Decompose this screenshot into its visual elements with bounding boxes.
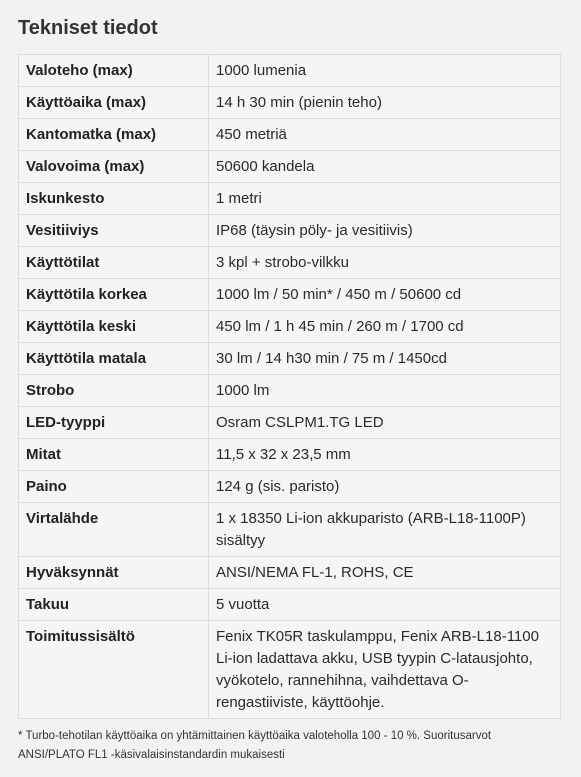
table-row (19, 407, 561, 439)
spec-value: 11,5 x 32 x 23,5 mm (209, 439, 561, 471)
spec-value: Osram CSLPM1.TG LED (209, 407, 561, 439)
spec-label: LED-tyyppi (19, 407, 209, 439)
spec-table-body (19, 55, 561, 719)
table-row (19, 471, 561, 503)
spec-value: IP68 (täysin pöly- ja vesitiivis) (209, 215, 561, 247)
footnote: * Turbo-tehotilan käyttöaika on yhtämittainen käyttöaika valoteholla 100 - 10 %. Suoritusarvot ANSI/PLATO FL1 -käsivalaisinstandardin mukaisesti (18, 730, 492, 761)
table-row (19, 343, 561, 375)
table-row (19, 119, 561, 151)
spec-label: Käyttötila keski (19, 311, 209, 343)
table-row (19, 55, 561, 87)
spec-value: 50600 kandela (209, 151, 561, 183)
section-title: Tekniset tiedot (18, 17, 158, 39)
spec-label: Mitat (19, 439, 209, 471)
spec-value: 1 x 18350 Li-ion akkuparisto (ARB-L18-1100P) sisältyy (209, 503, 561, 557)
spec-value: 14 h 30 min (pienin teho) (209, 87, 561, 119)
table-row (19, 151, 561, 183)
spec-label: Hyväksynnät (19, 557, 209, 589)
spec-label: Käyttöaika (max) (19, 87, 209, 119)
table-row (19, 279, 561, 311)
spec-label: Käyttötilat (19, 247, 209, 279)
spec-value: ANSI/NEMA FL-1, ROHS, CE (209, 557, 561, 589)
table-row (19, 183, 561, 215)
spec-value: 1000 lm (209, 375, 561, 407)
spec-label: Virtalähde (19, 503, 209, 557)
table-row (19, 247, 561, 279)
spec-label: Kantomatka (max) (19, 119, 209, 151)
spec-label: Strobo (19, 375, 209, 407)
spec-label: Valoteho (max) (19, 55, 209, 87)
spec-label: Takuu (19, 589, 209, 621)
spec-table (18, 54, 561, 719)
spec-value: 1000 lm / 50 min* / 450 m / 50600 cd (209, 279, 561, 311)
table-row (19, 311, 561, 343)
table-row (19, 503, 561, 557)
table-row (19, 557, 561, 589)
table-row (19, 439, 561, 471)
spec-label: Valovoima (max) (19, 151, 209, 183)
spec-value: 5 vuotta (209, 589, 561, 621)
spec-value: Fenix TK05R taskulamppu, Fenix ARB-L18-1100 Li-ion ladattava akku, USB tyypin C-latausjohto, vyökotelo, rannehihna, vaihdettava O-rengastiiviste, käyttöohje. (209, 621, 561, 719)
spec-label: Iskunkesto (19, 183, 209, 215)
spec-label: Toimitussisältö (19, 621, 209, 719)
spec-label: Vesitiiviys (19, 215, 209, 247)
spec-value: 450 lm / 1 h 45 min / 260 m / 1700 cd (209, 311, 561, 343)
table-row (19, 621, 561, 719)
spec-value: 3 kpl + strobo-vilkku (209, 247, 561, 279)
table-row (19, 589, 561, 621)
spec-value: 1000 lumenia (209, 55, 561, 87)
spec-value: 450 metriä (209, 119, 561, 151)
spec-label: Käyttötila matala (19, 343, 209, 375)
spec-value: 124 g (sis. paristo) (209, 471, 561, 503)
spec-label: Käyttötila korkea (19, 279, 209, 311)
table-row (19, 215, 561, 247)
spec-value: 1 metri (209, 183, 561, 215)
table-row (19, 375, 561, 407)
table-row (19, 87, 561, 119)
spec-value: 30 lm / 14 h30 min / 75 m / 1450cd (209, 343, 561, 375)
spec-label: Paino (19, 471, 209, 503)
